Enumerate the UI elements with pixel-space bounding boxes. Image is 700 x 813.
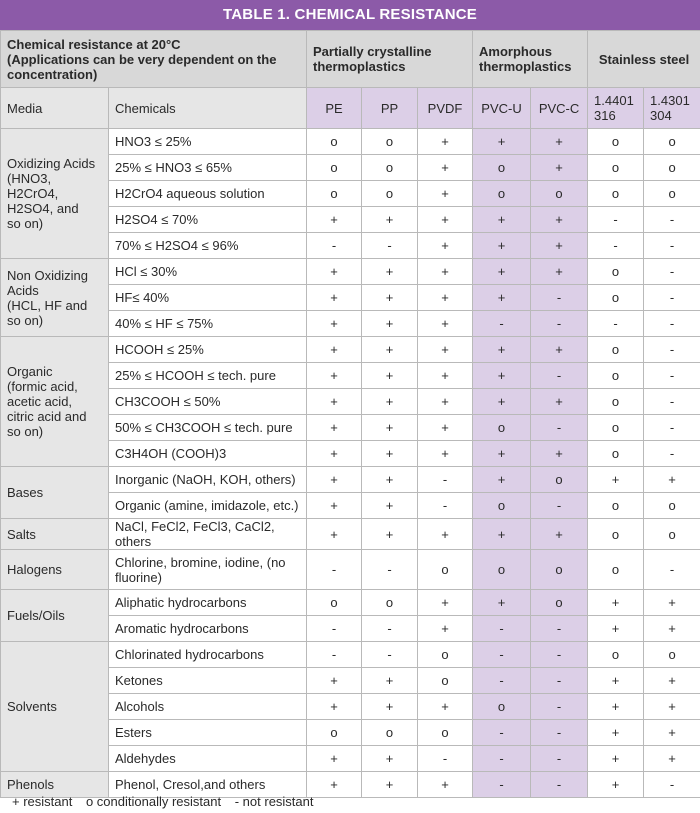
rating-cell-pvc-u: - [473, 668, 531, 694]
media-line: Acids [7, 282, 39, 298]
rating-cell-pp: o [362, 155, 418, 181]
rating-cell-pp: + [362, 389, 418, 415]
table-row [1, 337, 700, 363]
chemical-cell: Chlorinated hydrocarbons [109, 642, 307, 668]
rating-cell-pp: + [362, 668, 418, 694]
media-line: (HCL, HF and [7, 297, 88, 313]
rating-cell-pe: + [307, 363, 362, 389]
rating-cell-ss-14401: o [588, 550, 644, 590]
rating-cell-pp: + [362, 285, 418, 311]
rating-cell-ss-14401: o [588, 441, 644, 467]
rating-cell-pvc-u: + [473, 285, 531, 311]
group-partially-crystalline [307, 31, 473, 88]
rating-cell-pvdf: + [418, 441, 473, 467]
rating-cell-pvc-u: o [473, 694, 531, 720]
rating-cell-pvc-c: - [531, 493, 588, 519]
group-header-row [1, 31, 700, 88]
rating-cell-pvc-u: - [473, 616, 531, 642]
col-ss-14401-header [588, 88, 644, 129]
rating-cell-ss-14401: o [588, 181, 644, 207]
rating-cell-ss-14401: - [588, 233, 644, 259]
rating-cell-pvdf: - [418, 746, 473, 772]
col-ss-14301-header [644, 88, 700, 129]
chemical-cell: Organic (amine, imidazole, etc.) [109, 493, 307, 519]
rating-cell-pvc-u: + [473, 389, 531, 415]
chemical-cell: Chlorine, bromine, iodine, (no fluorine) [109, 550, 307, 590]
rating-cell-pvc-c: + [531, 129, 588, 155]
rating-cell-pe: + [307, 441, 362, 467]
rating-cell-pvc-c: - [531, 668, 588, 694]
legend [12, 794, 324, 809]
rating-cell-pe: + [307, 259, 362, 285]
rating-cell-pvc-u: o [473, 155, 531, 181]
media-cell-oxidizing [1, 129, 109, 259]
rating-cell-pvc-u: o [473, 550, 531, 590]
rating-cell-pvc-u: - [473, 746, 531, 772]
rating-cell-pp: + [362, 363, 418, 389]
rating-cell-pvc-c: - [531, 285, 588, 311]
rating-cell-pvc-c: o [531, 590, 588, 616]
table-body [1, 31, 700, 798]
rating-cell-pvc-c: + [531, 337, 588, 363]
rating-cell-pe: o [307, 155, 362, 181]
chemical-cell: Alcohols [109, 694, 307, 720]
rating-cell-pvdf: + [418, 207, 473, 233]
rating-cell-pvc-u: o [473, 493, 531, 519]
group-partial-line-2: thermoplastics [313, 59, 406, 74]
rating-cell-pvdf: o [418, 668, 473, 694]
legend-conditionally-resistant: o conditionally resistant [85, 794, 222, 809]
col-ss-14301-line-2: 304 [650, 108, 672, 123]
rating-cell-ss-14301: - [644, 550, 700, 590]
rating-cell-pp: + [362, 441, 418, 467]
rating-cell-ss-14301: o [644, 181, 700, 207]
rating-cell-ss-14401: - [588, 311, 644, 337]
rating-cell-pvdf: + [418, 337, 473, 363]
rating-cell-pvdf: + [418, 590, 473, 616]
rating-cell-pvc-c: - [531, 642, 588, 668]
col-ss-14401-line-2: 316 [594, 108, 616, 123]
rating-cell-pvc-c: o [531, 550, 588, 590]
rating-cell-pvdf: o [418, 642, 473, 668]
intro-line-1: Chemical resistance at 20°C [7, 36, 181, 52]
rating-cell-pe: + [307, 493, 362, 519]
rating-cell-pvc-c: + [531, 259, 588, 285]
chemical-cell: 40% ≤ HF ≤ 75% [109, 311, 307, 337]
chemical-cell: CH3COOH ≤ 50% [109, 389, 307, 415]
intro-line-3: concentration) [7, 66, 98, 82]
rating-cell-pvc-u: + [473, 467, 531, 493]
chemical-cell: Esters [109, 720, 307, 746]
rating-cell-pvc-c: - [531, 772, 588, 798]
media-cell-halogens: Halogens [1, 550, 109, 590]
rating-cell-pvc-u: o [473, 415, 531, 441]
rating-cell-pe: - [307, 550, 362, 590]
rating-cell-pe: + [307, 694, 362, 720]
rating-cell-pvdf: + [418, 363, 473, 389]
rating-cell-ss-14401: + [588, 616, 644, 642]
rating-cell-pvc-u: + [473, 207, 531, 233]
col-ss-14301-line-1: 1.4301 [650, 93, 690, 108]
rating-cell-ss-14301: o [644, 493, 700, 519]
col-pvcu-header: PVC-U [473, 88, 531, 129]
rating-cell-ss-14301: - [644, 207, 700, 233]
rating-cell-pvc-c: + [531, 441, 588, 467]
chemical-cell: 25% ≤ HNO3 ≤ 65% [109, 155, 307, 181]
media-line: Oxidizing Acids [7, 156, 96, 171]
rating-cell-pvc-u: + [473, 337, 531, 363]
rating-cell-pvc-c: o [531, 467, 588, 493]
rating-cell-pvdf: + [418, 694, 473, 720]
media-cell-organic [1, 337, 109, 467]
rating-cell-ss-14301: o [644, 129, 700, 155]
table-row [1, 467, 700, 493]
resistance-table [0, 30, 700, 798]
chemical-cell: NaCl, FeCl2, FeCl3, CaCl2, others [109, 519, 307, 550]
media-line: acetic acid, [7, 394, 73, 409]
rating-cell-pvdf: + [418, 129, 473, 155]
chemical-cell: 25% ≤ HCOOH ≤ tech. pure [109, 363, 307, 389]
rating-cell-pp: + [362, 746, 418, 772]
chemical-cell: Aliphatic hydrocarbons [109, 590, 307, 616]
rating-cell-pvc-c: - [531, 616, 588, 642]
rating-cell-ss-14301: o [644, 519, 700, 550]
media-line: (HNO3, H2CrO4, [7, 171, 59, 201]
rating-cell-ss-14301: + [644, 467, 700, 493]
legend-resistant: + resistant [12, 794, 73, 809]
rating-cell-pvdf: + [418, 181, 473, 207]
rating-cell-pe: + [307, 746, 362, 772]
rating-cell-pe: + [307, 337, 362, 363]
group-amorphous [473, 31, 588, 88]
rating-cell-pp: + [362, 207, 418, 233]
rating-cell-pvc-c: + [531, 155, 588, 181]
table-row [1, 642, 700, 668]
rating-cell-ss-14301: + [644, 694, 700, 720]
rating-cell-ss-14401: o [588, 337, 644, 363]
rating-cell-pp: + [362, 259, 418, 285]
rating-cell-pe: + [307, 285, 362, 311]
rating-cell-ss-14401: o [588, 259, 644, 285]
rating-cell-pvc-c: - [531, 311, 588, 337]
group-stainless-steel: Stainless steel [588, 31, 700, 88]
chemical-cell: H2SO4 ≤ 70% [109, 207, 307, 233]
rating-cell-ss-14401: o [588, 155, 644, 181]
rating-cell-pvc-u: + [473, 519, 531, 550]
rating-cell-pp: o [362, 590, 418, 616]
rating-cell-pvc-u: + [473, 233, 531, 259]
rating-cell-pvdf: - [418, 493, 473, 519]
rating-cell-pp: + [362, 311, 418, 337]
rating-cell-pe: o [307, 181, 362, 207]
rating-cell-pvc-u: - [473, 720, 531, 746]
rating-cell-ss-14301: - [644, 233, 700, 259]
table-title: TABLE 1. CHEMICAL RESISTANCE [0, 0, 700, 30]
rating-cell-ss-14301: - [644, 441, 700, 467]
rating-cell-pvdf: + [418, 389, 473, 415]
rating-cell-pvdf: + [418, 519, 473, 550]
group-amorph-line-1: Amorphous [479, 44, 552, 59]
media-cell-phenols: Phenols [1, 772, 109, 798]
rating-cell-pp: + [362, 694, 418, 720]
legend-not-resistant: - not resistant [234, 794, 314, 809]
rating-cell-ss-14401: + [588, 746, 644, 772]
rating-cell-pe: + [307, 415, 362, 441]
rating-cell-pvc-u: + [473, 259, 531, 285]
media-line: citric acid and [7, 409, 87, 424]
rating-cell-pp: - [362, 616, 418, 642]
rating-cell-pvdf: + [418, 155, 473, 181]
rating-cell-pp: o [362, 720, 418, 746]
rating-cell-pvc-u: + [473, 590, 531, 616]
rating-cell-pe: + [307, 467, 362, 493]
col-pp-header: PP [362, 88, 418, 129]
rating-cell-pvdf: + [418, 311, 473, 337]
rating-cell-pe: + [307, 311, 362, 337]
chemical-cell: Aromatic hydrocarbons [109, 616, 307, 642]
column-header-row [1, 88, 700, 129]
rating-cell-pvc-u: - [473, 642, 531, 668]
rating-cell-pp: o [362, 181, 418, 207]
rating-cell-pvc-c: o [531, 181, 588, 207]
rating-cell-pvdf: o [418, 550, 473, 590]
rating-cell-pvc-u: - [473, 311, 531, 337]
rating-cell-ss-14401: o [588, 129, 644, 155]
rating-cell-pe: - [307, 616, 362, 642]
rating-cell-pvdf: + [418, 415, 473, 441]
chemical-cell: 50% ≤ CH3COOH ≤ tech. pure [109, 415, 307, 441]
media-cell-salts: Salts [1, 519, 109, 550]
media-line: H2SO4, and [7, 201, 79, 216]
rating-cell-pe: o [307, 720, 362, 746]
rating-cell-ss-14401: + [588, 467, 644, 493]
rating-cell-ss-14401: + [588, 772, 644, 798]
intro-header-cell [1, 31, 307, 88]
rating-cell-pe: - [307, 642, 362, 668]
rating-cell-ss-14301: o [644, 642, 700, 668]
rating-cell-pe: + [307, 207, 362, 233]
chemical-cell: H2CrO4 aqueous solution [109, 181, 307, 207]
rating-cell-ss-14301: + [644, 590, 700, 616]
rating-cell-pe: + [307, 668, 362, 694]
media-cell-bases: Bases [1, 467, 109, 519]
media-line: Non Oxidizing [7, 267, 88, 283]
chemical-cell: HCOOH ≤ 25% [109, 337, 307, 363]
col-ss-14401-line-1: 1.4401 [594, 93, 634, 108]
rating-cell-pvc-c: + [531, 389, 588, 415]
col-pvdf-header: PVDF [418, 88, 473, 129]
chemical-cell: HF≤ 40% [109, 285, 307, 311]
rating-cell-pvdf: + [418, 259, 473, 285]
table-row [1, 259, 700, 285]
rating-cell-pvdf: - [418, 467, 473, 493]
rating-cell-ss-14401: o [588, 415, 644, 441]
rating-cell-ss-14301: - [644, 363, 700, 389]
rating-cell-pvdf: o [418, 720, 473, 746]
rating-cell-pp: - [362, 233, 418, 259]
rating-cell-pe: - [307, 233, 362, 259]
media-line: (formic acid, [7, 379, 78, 394]
intro-line-2: (Applications can be very dependent on the [7, 51, 277, 67]
rating-cell-ss-14401: o [588, 285, 644, 311]
rating-cell-ss-14301: - [644, 259, 700, 285]
rating-cell-ss-14301: + [644, 616, 700, 642]
table-row [1, 590, 700, 616]
col-media-header: Media [1, 88, 109, 129]
rating-cell-pvc-c: - [531, 363, 588, 389]
table-row [1, 129, 700, 155]
chemical-cell: Phenol, Cresol,and others [109, 772, 307, 798]
rating-cell-pp: + [362, 415, 418, 441]
rating-cell-ss-14401: - [588, 207, 644, 233]
rating-cell-ss-14401: o [588, 519, 644, 550]
rating-cell-pvc-u: o [473, 181, 531, 207]
rating-cell-ss-14301: - [644, 415, 700, 441]
rating-cell-pvc-c: + [531, 519, 588, 550]
rating-cell-pvc-c: + [531, 233, 588, 259]
media-line: so on) [7, 216, 44, 231]
rating-cell-pe: + [307, 519, 362, 550]
rating-cell-ss-14401: o [588, 493, 644, 519]
rating-cell-pp: + [362, 337, 418, 363]
group-amorph-line-2: thermoplastics [479, 59, 572, 74]
group-partial-line-1: Partially crystalline [313, 44, 432, 59]
media-cell-nonoxidizing [1, 259, 109, 337]
table-row [1, 519, 700, 550]
rating-cell-pvc-c: + [531, 207, 588, 233]
rating-cell-pvdf: + [418, 772, 473, 798]
col-pe-header: PE [307, 88, 362, 129]
rating-cell-ss-14301: + [644, 720, 700, 746]
rating-cell-pp: + [362, 467, 418, 493]
chemical-cell: Ketones [109, 668, 307, 694]
rating-cell-ss-14301: - [644, 285, 700, 311]
rating-cell-ss-14401: + [588, 720, 644, 746]
rating-cell-pvdf: + [418, 233, 473, 259]
rating-cell-pvc-c: - [531, 746, 588, 772]
rating-cell-pp: + [362, 519, 418, 550]
rating-cell-pvc-u: - [473, 772, 531, 798]
rating-cell-ss-14301: - [644, 311, 700, 337]
media-line: so on) [7, 424, 44, 439]
rating-cell-pp: - [362, 642, 418, 668]
rating-cell-pe: + [307, 389, 362, 415]
col-pvcc-header: PVC-C [531, 88, 588, 129]
rating-cell-ss-14301: - [644, 772, 700, 798]
chemical-cell: HNO3 ≤ 25% [109, 129, 307, 155]
rating-cell-ss-14401: o [588, 363, 644, 389]
rating-cell-pvdf: + [418, 285, 473, 311]
rating-cell-pe: o [307, 590, 362, 616]
rating-cell-ss-14401: + [588, 590, 644, 616]
rating-cell-ss-14301: + [644, 668, 700, 694]
chemical-cell: HCl ≤ 30% [109, 259, 307, 285]
rating-cell-pp: + [362, 493, 418, 519]
rating-cell-pp: - [362, 550, 418, 590]
rating-cell-ss-14401: + [588, 694, 644, 720]
table-row [1, 550, 700, 590]
chemical-cell: 70% ≤ H2SO4 ≤ 96% [109, 233, 307, 259]
media-line: so on) [7, 312, 44, 328]
rating-cell-ss-14301: o [644, 155, 700, 181]
rating-cell-ss-14401: + [588, 668, 644, 694]
rating-cell-pvc-c: - [531, 720, 588, 746]
rating-cell-pe: + [307, 772, 362, 798]
rating-cell-pp: o [362, 129, 418, 155]
rating-cell-ss-14401: o [588, 642, 644, 668]
rating-cell-pvc-c: - [531, 415, 588, 441]
rating-cell-pvc-u: + [473, 363, 531, 389]
media-cell-solvents: Solvents [1, 642, 109, 772]
rating-cell-ss-14301: + [644, 746, 700, 772]
rating-cell-ss-14301: - [644, 337, 700, 363]
rating-cell-ss-14401: o [588, 389, 644, 415]
rating-cell-pvc-u: + [473, 129, 531, 155]
rating-cell-pe: o [307, 129, 362, 155]
rating-cell-ss-14301: - [644, 389, 700, 415]
rating-cell-pvc-u: + [473, 441, 531, 467]
rating-cell-pvc-c: - [531, 694, 588, 720]
media-cell-fuels: Fuels/Oils [1, 590, 109, 642]
rating-cell-pp: + [362, 772, 418, 798]
chemical-cell: Inorganic (NaOH, KOH, others) [109, 467, 307, 493]
media-line: Organic [7, 364, 53, 379]
rating-cell-pvdf: + [418, 616, 473, 642]
chemical-cell: Aldehydes [109, 746, 307, 772]
col-chemicals-header: Chemicals [109, 88, 307, 129]
chemical-cell: C3H4OH (COOH)3 [109, 441, 307, 467]
